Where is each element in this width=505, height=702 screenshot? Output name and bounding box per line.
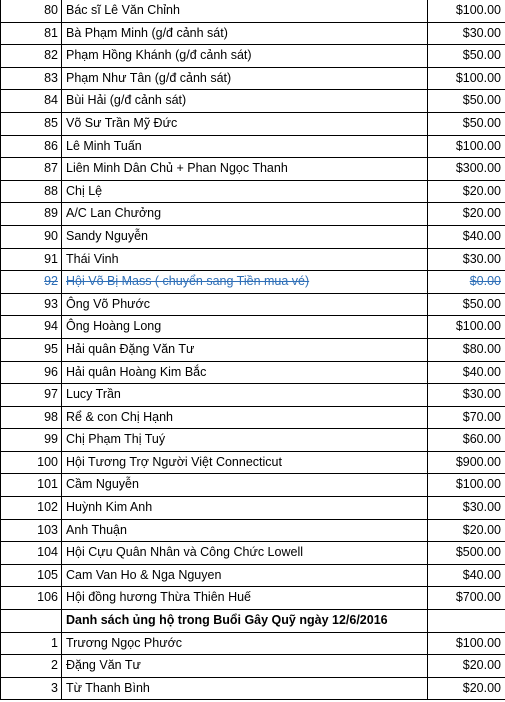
donation-amount-text: $100.00 bbox=[455, 138, 501, 153]
table-row bbox=[1, 361, 505, 384]
donor-name-text: Lê Minh Tuấn bbox=[66, 138, 142, 153]
donor-name bbox=[62, 429, 428, 452]
donation-amount bbox=[428, 225, 505, 248]
donor-number-text: 85 bbox=[44, 115, 58, 130]
donor-name bbox=[62, 632, 428, 655]
donation-amount bbox=[428, 542, 505, 565]
table-row bbox=[1, 497, 505, 520]
donation-amount-text: $60.00 bbox=[462, 432, 501, 447]
donation-amount-text: $20.00 bbox=[462, 206, 501, 221]
donor-number bbox=[1, 225, 62, 248]
donation-amount-text: $300.00 bbox=[455, 161, 501, 176]
donor-name bbox=[62, 587, 428, 610]
donor-number-text: 87 bbox=[44, 161, 58, 176]
donation-amount bbox=[428, 248, 505, 271]
donor-number-text: 89 bbox=[44, 206, 58, 221]
donation-amount bbox=[428, 632, 505, 655]
table-row bbox=[1, 542, 505, 565]
donation-amount bbox=[428, 45, 505, 68]
donor-name-text: Ông Hoàng Long bbox=[66, 319, 162, 334]
donor-name-text: Từ Thanh Bình bbox=[66, 680, 150, 695]
donor-number bbox=[1, 564, 62, 587]
donor-name-text: Ông Võ Phước bbox=[66, 296, 150, 311]
donation-amount bbox=[428, 293, 505, 316]
donation-amount-text: $900.00 bbox=[455, 454, 501, 469]
donor-number-text: 81 bbox=[44, 25, 58, 40]
donor-name-text: Chị Lệ bbox=[66, 183, 103, 198]
donation-amount bbox=[428, 406, 505, 429]
donor-name bbox=[62, 451, 428, 474]
donor-name bbox=[62, 519, 428, 542]
table-row bbox=[1, 587, 505, 610]
donor-number-text: 101 bbox=[37, 477, 58, 492]
donation-amount bbox=[428, 564, 505, 587]
donation-amount-text: $100.00 bbox=[455, 70, 501, 85]
donor-number-text: 98 bbox=[44, 409, 58, 424]
donation-amount-text: $70.00 bbox=[462, 409, 501, 424]
donor-number bbox=[1, 112, 62, 135]
donation-amount bbox=[428, 519, 505, 542]
donor-name-text: Cam Van Ho & Nga Nguyen bbox=[66, 567, 222, 582]
donation-amount-text: $100.00 bbox=[455, 635, 501, 650]
table-row bbox=[1, 67, 505, 90]
donation-amount-text: $30.00 bbox=[462, 25, 501, 40]
donor-name-text: A/C Lan Chưởng bbox=[66, 206, 162, 221]
donor-name bbox=[62, 474, 428, 497]
donor-number-text: 91 bbox=[44, 251, 58, 266]
donor-number bbox=[1, 271, 62, 294]
donor-name-text: Hội Tương Trợ Người Việt Connecticut bbox=[66, 454, 282, 469]
donor-name bbox=[62, 271, 428, 294]
donation-amount-text: $30.00 bbox=[462, 500, 501, 515]
donor-number-text: 83 bbox=[44, 70, 58, 85]
section-empty-cell bbox=[428, 610, 505, 633]
donor-number bbox=[1, 293, 62, 316]
donor-number bbox=[1, 203, 62, 226]
table-row bbox=[1, 316, 505, 339]
donor-number bbox=[1, 451, 62, 474]
donor-number-text: 86 bbox=[44, 138, 58, 153]
donor-number bbox=[1, 587, 62, 610]
donation-amount bbox=[428, 338, 505, 361]
donation-amount-text: $20.00 bbox=[462, 522, 501, 537]
donor-name bbox=[62, 384, 428, 407]
donor-number bbox=[1, 497, 62, 520]
table-row bbox=[1, 677, 505, 700]
donation-amount-text: $40.00 bbox=[462, 567, 501, 582]
donation-amount bbox=[428, 22, 505, 45]
table-row bbox=[1, 519, 505, 542]
donor-name bbox=[62, 564, 428, 587]
donation-amount-text: $20.00 bbox=[462, 183, 501, 198]
donor-name-text: Bùi Hải (g/đ cảnh sát) bbox=[66, 93, 187, 108]
donor-name bbox=[62, 112, 428, 135]
donation-amount bbox=[428, 135, 505, 158]
donation-amount bbox=[428, 677, 505, 700]
donor-number bbox=[1, 338, 62, 361]
donor-name bbox=[62, 22, 428, 45]
donor-number-text: 93 bbox=[44, 296, 58, 311]
donor-number-text: 84 bbox=[44, 93, 58, 108]
donor-name-text: Rể & con Chị Hạnh bbox=[66, 409, 174, 424]
donor-number bbox=[1, 632, 62, 655]
table-row bbox=[1, 225, 505, 248]
donor-name-text: Hải quân Đặng Văn Tư bbox=[66, 341, 195, 356]
donor-number bbox=[1, 542, 62, 565]
donor-name bbox=[62, 293, 428, 316]
donor-name-text: Sandy Nguyễn bbox=[66, 228, 149, 243]
table-row bbox=[1, 384, 505, 407]
donation-amount bbox=[428, 0, 505, 22]
table-row bbox=[1, 429, 505, 452]
donor-number-text: 96 bbox=[44, 364, 58, 379]
donor-name bbox=[62, 158, 428, 181]
donor-name-text: Phạm Hồng Khánh (g/đ cảnh sát) bbox=[66, 48, 252, 63]
donor-name-text: Anh Thuận bbox=[66, 522, 127, 537]
donor-number bbox=[1, 677, 62, 700]
donor-name-text: Võ Sư Trần Mỹ Đức bbox=[66, 115, 178, 130]
donor-name-text: Bà Phạm Minh (g/đ cảnh sát) bbox=[66, 25, 228, 40]
donor-number bbox=[1, 429, 62, 452]
table-row bbox=[1, 203, 505, 226]
donor-name-text: Phạm Như Tân (g/đ cảnh sát) bbox=[66, 70, 232, 85]
donor-name bbox=[62, 406, 428, 429]
donation-amount-text: $50.00 bbox=[462, 115, 501, 130]
donor-number-text: 94 bbox=[44, 319, 58, 334]
donor-number bbox=[1, 180, 62, 203]
donor-number bbox=[1, 384, 62, 407]
donor-name bbox=[62, 361, 428, 384]
table-row bbox=[1, 293, 505, 316]
donor-name bbox=[62, 203, 428, 226]
table-row bbox=[1, 90, 505, 113]
donor-number-text: 80 bbox=[44, 3, 58, 17]
donation-amount-text: $700.00 bbox=[455, 590, 501, 605]
donor-number-text: 99 bbox=[44, 432, 58, 447]
donor-number bbox=[1, 361, 62, 384]
donor-number bbox=[1, 248, 62, 271]
donor-number bbox=[1, 90, 62, 113]
donation-amount bbox=[428, 90, 505, 113]
donor-number bbox=[1, 22, 62, 45]
donor-number bbox=[1, 0, 62, 22]
donor-number-text: 103 bbox=[37, 522, 58, 537]
donor-name bbox=[62, 67, 428, 90]
donor-number-text: 106 bbox=[37, 590, 58, 605]
donation-amount bbox=[428, 655, 505, 678]
donor-number-text: 104 bbox=[37, 545, 58, 560]
donor-number bbox=[1, 655, 62, 678]
donor-name bbox=[62, 90, 428, 113]
table-row bbox=[1, 655, 505, 678]
donor-name bbox=[62, 180, 428, 203]
donation-amount-text: $80.00 bbox=[462, 341, 501, 356]
table-row bbox=[1, 22, 505, 45]
donation-amount bbox=[428, 203, 505, 226]
donor-name-text: Hải quân Hoàng Kim Bắc bbox=[66, 364, 207, 379]
section-title: Danh sách ủng hộ trong Buổi Gây Quỹ ngày 12/6/2016 bbox=[62, 610, 428, 633]
donation-amount-text: $50.00 bbox=[462, 48, 501, 63]
donation-amount-text: $50.00 bbox=[462, 93, 501, 108]
donation-amount bbox=[428, 384, 505, 407]
donation-amount bbox=[428, 112, 505, 135]
donor-number-text: 92 bbox=[44, 274, 58, 289]
donor-name-text: Lucy Trần bbox=[66, 387, 121, 402]
donor-name bbox=[62, 316, 428, 339]
donor-name bbox=[62, 677, 428, 700]
donation-amount bbox=[428, 361, 505, 384]
donor-number bbox=[1, 316, 62, 339]
donation-amount-text: $40.00 bbox=[462, 364, 501, 379]
donor-number-text: 97 bbox=[44, 387, 58, 402]
donation-amount bbox=[428, 429, 505, 452]
donation-amount-text: $100.00 bbox=[455, 319, 501, 334]
donation-amount-text: $30.00 bbox=[462, 251, 501, 266]
donation-amount-text: $40.00 bbox=[462, 228, 501, 243]
donor-number bbox=[1, 67, 62, 90]
donor-number-text: 100 bbox=[37, 454, 58, 469]
donor-number-text: 2 bbox=[51, 658, 58, 673]
donor-number bbox=[1, 158, 62, 181]
donor-name-text: Liên Minh Dân Chủ + Phan Ngọc Thanh bbox=[66, 161, 288, 176]
section-header-row bbox=[1, 610, 505, 633]
donor-number bbox=[1, 135, 62, 158]
donation-amount-text: $30.00 bbox=[462, 387, 501, 402]
donation-amount-text: $100.00 bbox=[455, 3, 501, 17]
donor-name bbox=[62, 248, 428, 271]
table-row bbox=[1, 271, 505, 294]
table-row bbox=[1, 338, 505, 361]
donation-amount bbox=[428, 180, 505, 203]
donation-amount bbox=[428, 158, 505, 181]
section-empty-cell bbox=[1, 610, 62, 633]
table-row bbox=[1, 158, 505, 181]
donation-amount bbox=[428, 451, 505, 474]
donation-amount bbox=[428, 474, 505, 497]
table-row bbox=[1, 135, 505, 158]
donor-name bbox=[62, 655, 428, 678]
table-row bbox=[1, 248, 505, 271]
donation-amount-text: $500.00 bbox=[455, 545, 501, 560]
donation-amount bbox=[428, 271, 505, 294]
table-row bbox=[1, 406, 505, 429]
donor-name bbox=[62, 0, 428, 22]
donor-name-text: Hội Cựu Quân Nhân và Công Chức Lowell bbox=[66, 545, 303, 560]
donor-name bbox=[62, 225, 428, 248]
table-row bbox=[1, 112, 505, 135]
donor-name bbox=[62, 45, 428, 68]
donation-amount-text: $50.00 bbox=[462, 296, 501, 311]
table-row bbox=[1, 180, 505, 203]
donation-amount bbox=[428, 587, 505, 610]
donor-number-text: 105 bbox=[37, 567, 58, 582]
donation-amount-text: $100.00 bbox=[455, 477, 501, 492]
donation-table-body bbox=[1, 0, 505, 700]
donor-name-text: Bác sĩ Lê Văn Chỉnh bbox=[66, 3, 180, 17]
donor-name bbox=[62, 497, 428, 520]
donor-number bbox=[1, 45, 62, 68]
table-row bbox=[1, 45, 505, 68]
table-row bbox=[1, 564, 505, 587]
donor-name-text: Huỳnh Kim Anh bbox=[66, 500, 153, 515]
table-row bbox=[1, 0, 505, 22]
donor-number-text: 1 bbox=[51, 635, 58, 650]
donor-number-text: 3 bbox=[51, 680, 58, 695]
donor-name-text: Thái Vinh bbox=[66, 251, 119, 266]
donation-amount bbox=[428, 497, 505, 520]
donor-name-text: Đặng Văn Tư bbox=[66, 658, 141, 673]
donor-name-text: Chị Phạm Thị Tuý bbox=[66, 432, 166, 447]
donation-amount bbox=[428, 67, 505, 90]
donor-name bbox=[62, 338, 428, 361]
donor-number-text: 88 bbox=[44, 183, 58, 198]
donor-number-text: 95 bbox=[44, 341, 58, 356]
donor-number bbox=[1, 474, 62, 497]
donor-name bbox=[62, 135, 428, 158]
donor-number-text: 90 bbox=[44, 228, 58, 243]
donation-amount bbox=[428, 316, 505, 339]
donor-number bbox=[1, 406, 62, 429]
donation-amount-text: $0.00 bbox=[469, 274, 501, 289]
donor-number bbox=[1, 519, 62, 542]
donor-name-text: Hội đồng hương Thừa Thiên Huế bbox=[66, 590, 252, 605]
table-row bbox=[1, 632, 505, 655]
donor-name-text: Trương Ngọc Phước bbox=[66, 635, 183, 650]
donation-amount-text: $20.00 bbox=[462, 680, 501, 695]
table-row bbox=[1, 451, 505, 474]
donor-name bbox=[62, 542, 428, 565]
donor-name-text: Hội Võ Bị Mass ( chuyển sang Tiền mua vé) bbox=[66, 274, 310, 289]
donor-number-text: 82 bbox=[44, 48, 58, 63]
donor-name-text: Cầm Nguyễn bbox=[66, 477, 139, 492]
donation-amount-text: $20.00 bbox=[462, 658, 501, 673]
donor-number-text: 102 bbox=[37, 500, 58, 515]
table-row bbox=[1, 474, 505, 497]
